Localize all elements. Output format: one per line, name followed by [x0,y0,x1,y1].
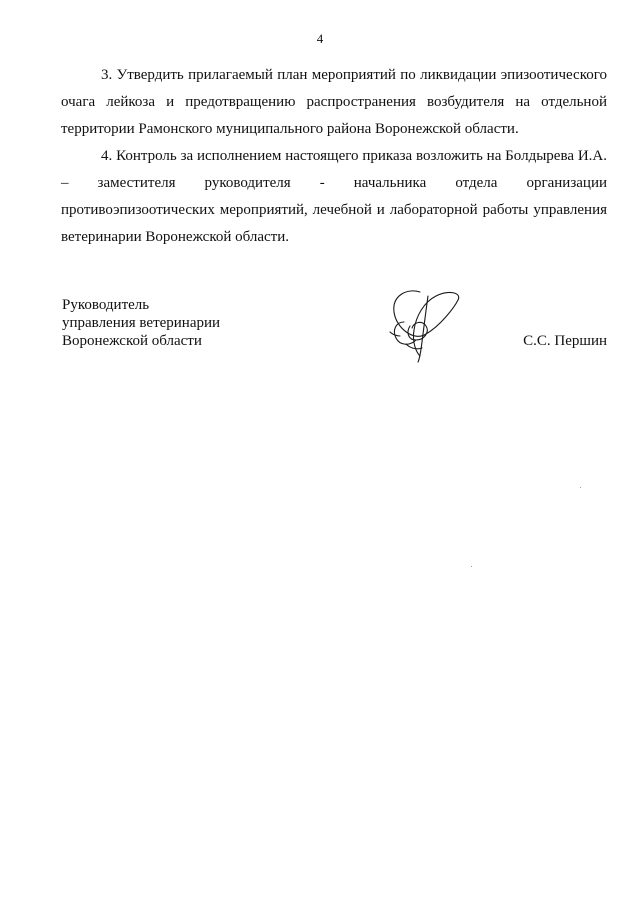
paragraph-item-4: 4. Контроль за исполнением настоящего приказа возложить на Болдырева И.А. – заместителя руководителя - начальника отдела организации противоэпизоотических мероприятий, лечебной и лабораторной работы управления ветеринарии Воронежской области. [61,148,607,245]
signatory-name: С.С. Першин [523,333,607,349]
signatory-title-line: Воронежской области [62,333,202,349]
order-body [61,62,607,251]
scan-speck [580,487,581,488]
signatory-title-line: Руководитель [62,297,150,313]
signatory-title [62,296,220,350]
handwritten-signature [376,282,472,364]
page-number: 4 [316,31,324,46]
paragraph-item-3: 3. Утвердить прилагаемый план мероприятий по ликвидации эпизоотического очага лейкоза и предотвращению распространения возбудителя на отдельной территории Рамонского муниципального района Воронежской области. [61,67,607,137]
scan-speck [471,566,472,567]
signatory-title-line: управления ветеринарии [62,315,221,331]
